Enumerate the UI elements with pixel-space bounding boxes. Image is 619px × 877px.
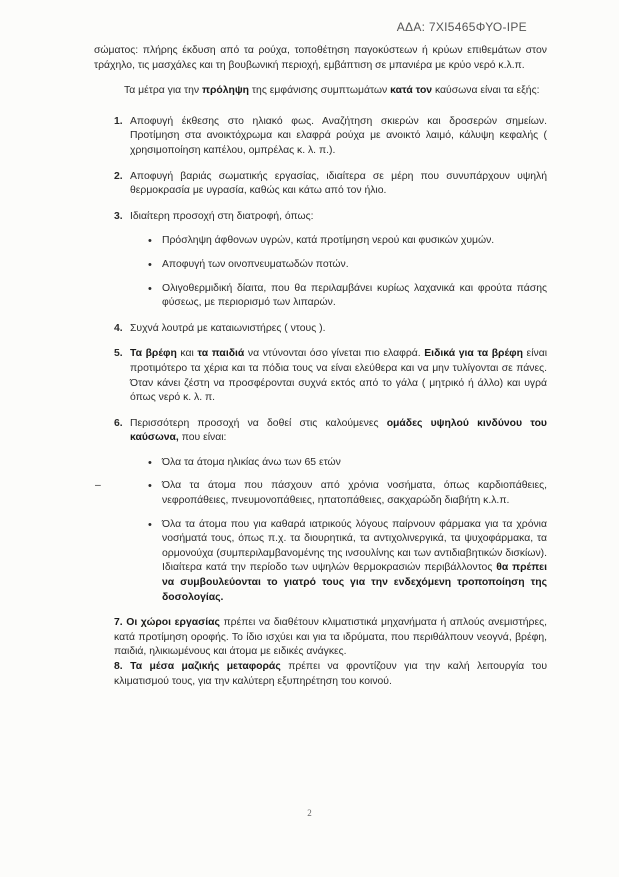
bullet-item: • Όλα τα άτομα που για καθαρά ιατρικούς λόγους παίρνουν φάρμακα για τα χρόνια νοσήματά τους, όπως π.χ. τα διουρητικά, τα αντιχολινεργικά, τα ψυχοφάρμακα, τα ορμονούχα (συμπεριλαμβανομένης της ινσουλίνης και των αντιδιαβητικών δισκίων). Ιδιαίτερα κατά την περίοδο των υψηλών θερμοκρασιών περιβάλλοντος θα πρέπει να συμβουλεύονται το γιατρό τους για την ενδεχόμενη τροποποίηση της δοσολογίας.	[130, 518, 547, 606]
item-number: 4.	[114, 322, 123, 334]
item-text: Αποφυγή έκθεσης στο ηλιακό φως. Αναζήτηση σκιερών και δροσερών σημείων. Προτίμηση στα ανοικτόχρωμα και ελαφρά ρούχα με ανοικτό λαιμό, κάλυψη κεφαλής ( χρησιμοποίηση καπέλου, ομπρέλας κ. λ. π.).	[130, 115, 547, 156]
bullet-item: • Ολιγοθερμιδική δίαιτα, που θα περιλαμβάνει κυρίως λαχανικά και φρούτα πάσης φύσεως, με περιορισμό των λιπαρών.	[130, 282, 547, 311]
list-item	[94, 417, 547, 606]
item-number: 2.	[114, 170, 123, 182]
margin-dash-mark: • –	[95, 480, 101, 492]
prevention-paragraph: Τα μέτρα για την πρόληψη της εμφάνισης συμπτωμάτων κατά τον καύσωνα είναι τα εξής:	[124, 85, 540, 97]
list-item	[94, 115, 547, 159]
bullet-item: • – Όλα τα άτομα που πάσχουν από χρόνια νοσήματα, όπως καρδιοπάθειες, νεφροπάθειες, πνευμονοπάθειες, ηπατοπάθειες, σακχαρώδη διαβήτη κ.λ.π.	[130, 479, 547, 508]
item-7-paragraph: 7. Οι χώροι εργασίας πρέπει να διαθέτουν κλιματιστικά μηχανήματα ή απλούς ανεμιστήρες, κατά προτίμηση οροφής. Το ίδιο ισχύει και για τα ιδρύματα, που περιθάλπουν νεογνά, βρέφη, παιδιά, ηλικιωμένους και άτομα με ειδικές ανάγκες.	[114, 617, 547, 658]
item-content	[130, 210, 547, 311]
diet-bullet-list	[130, 234, 547, 310]
item-number: 3.	[114, 210, 123, 222]
item-text: Περισσότερη προσοχή να δοθεί στις καλούμενες ομάδες υψηλού κινδύνου του καύσωνα, που είναι:	[130, 417, 547, 444]
ada-code: ΑΔΑ: 7ΧΙ5465ΦΥΟ-ΙΡΕ	[396, 20, 527, 34]
list-item	[94, 210, 547, 311]
document-body	[94, 44, 547, 689]
bullet-item: • Πρόσληψη άφθονων υγρών, κατά προτίμηση νερού και φυσικών χυμών.	[130, 234, 547, 249]
item-text: Τα βρέφη και τα παιδιά να ντύνονται όσο γίνεται πιο ελαφρά. Ειδικά για τα βρέφη είναι προτιμότερο τα χέρια και τα πόδια τους να είναι ελεύθερα και να μην τυλίγονται σε πάνες. Όταν κάνει ζέστη να προσφέρονται συχνά εκτός από το γάλα ( μητρικό ή άλλο) και υγρά όπως νερό κ. λ. π.	[130, 348, 548, 404]
page-number: 2	[307, 808, 312, 818]
list-item	[94, 170, 547, 199]
item-number: 1.	[114, 115, 123, 127]
item-text: Αποφυγή βαριάς σωματικής εργασίας, ιδιαίτερα σε μέρη που συνυπάρχουν υψηλή θερμοκρασία με υγρασία, καθώς και κάτω από τον ήλιο.	[130, 170, 547, 197]
item-number: 6.	[114, 417, 123, 429]
measures-list	[94, 115, 547, 605]
item-text: Συχνά λουτρά με καταιωνιστήρες ( ντους ).	[130, 322, 326, 334]
risk-groups-list	[95, 456, 547, 605]
list-item	[94, 347, 547, 405]
item-text: Ιδιαίτερη προσοχή στη διατροφή, όπως:	[130, 210, 314, 222]
item-8-paragraph: 8. Τα μέσα μαζικής μεταφοράς πρέπει να φροντίζουν για την καλή λειτουργία του κλιματισμού τους, για την καλύτερη εξυπηρέτηση του κοινού.	[114, 661, 548, 687]
item-content	[95, 417, 547, 606]
bullet-item: • Αποφυγή των οινοπνευματωδών ποτών.	[130, 258, 547, 273]
closing-items	[114, 616, 547, 689]
intro-paragraph: σώματος: πλήρης έκδυση από τα ρούχα, τοποθέτηση παγοκύστεων ή κρύων επιθεμάτων στον τράχηλο, τις μασχάλες και τη βουβωνική περιοχή, εμβάπτιση σε μπανιέρα με κρύο νερό κ.λ.π.	[94, 45, 547, 71]
item-number: 5.	[114, 348, 123, 360]
list-item	[94, 322, 547, 337]
bullet-item: • Όλα τα άτομα ηλικίας άνω των 65 ετών	[130, 456, 547, 471]
